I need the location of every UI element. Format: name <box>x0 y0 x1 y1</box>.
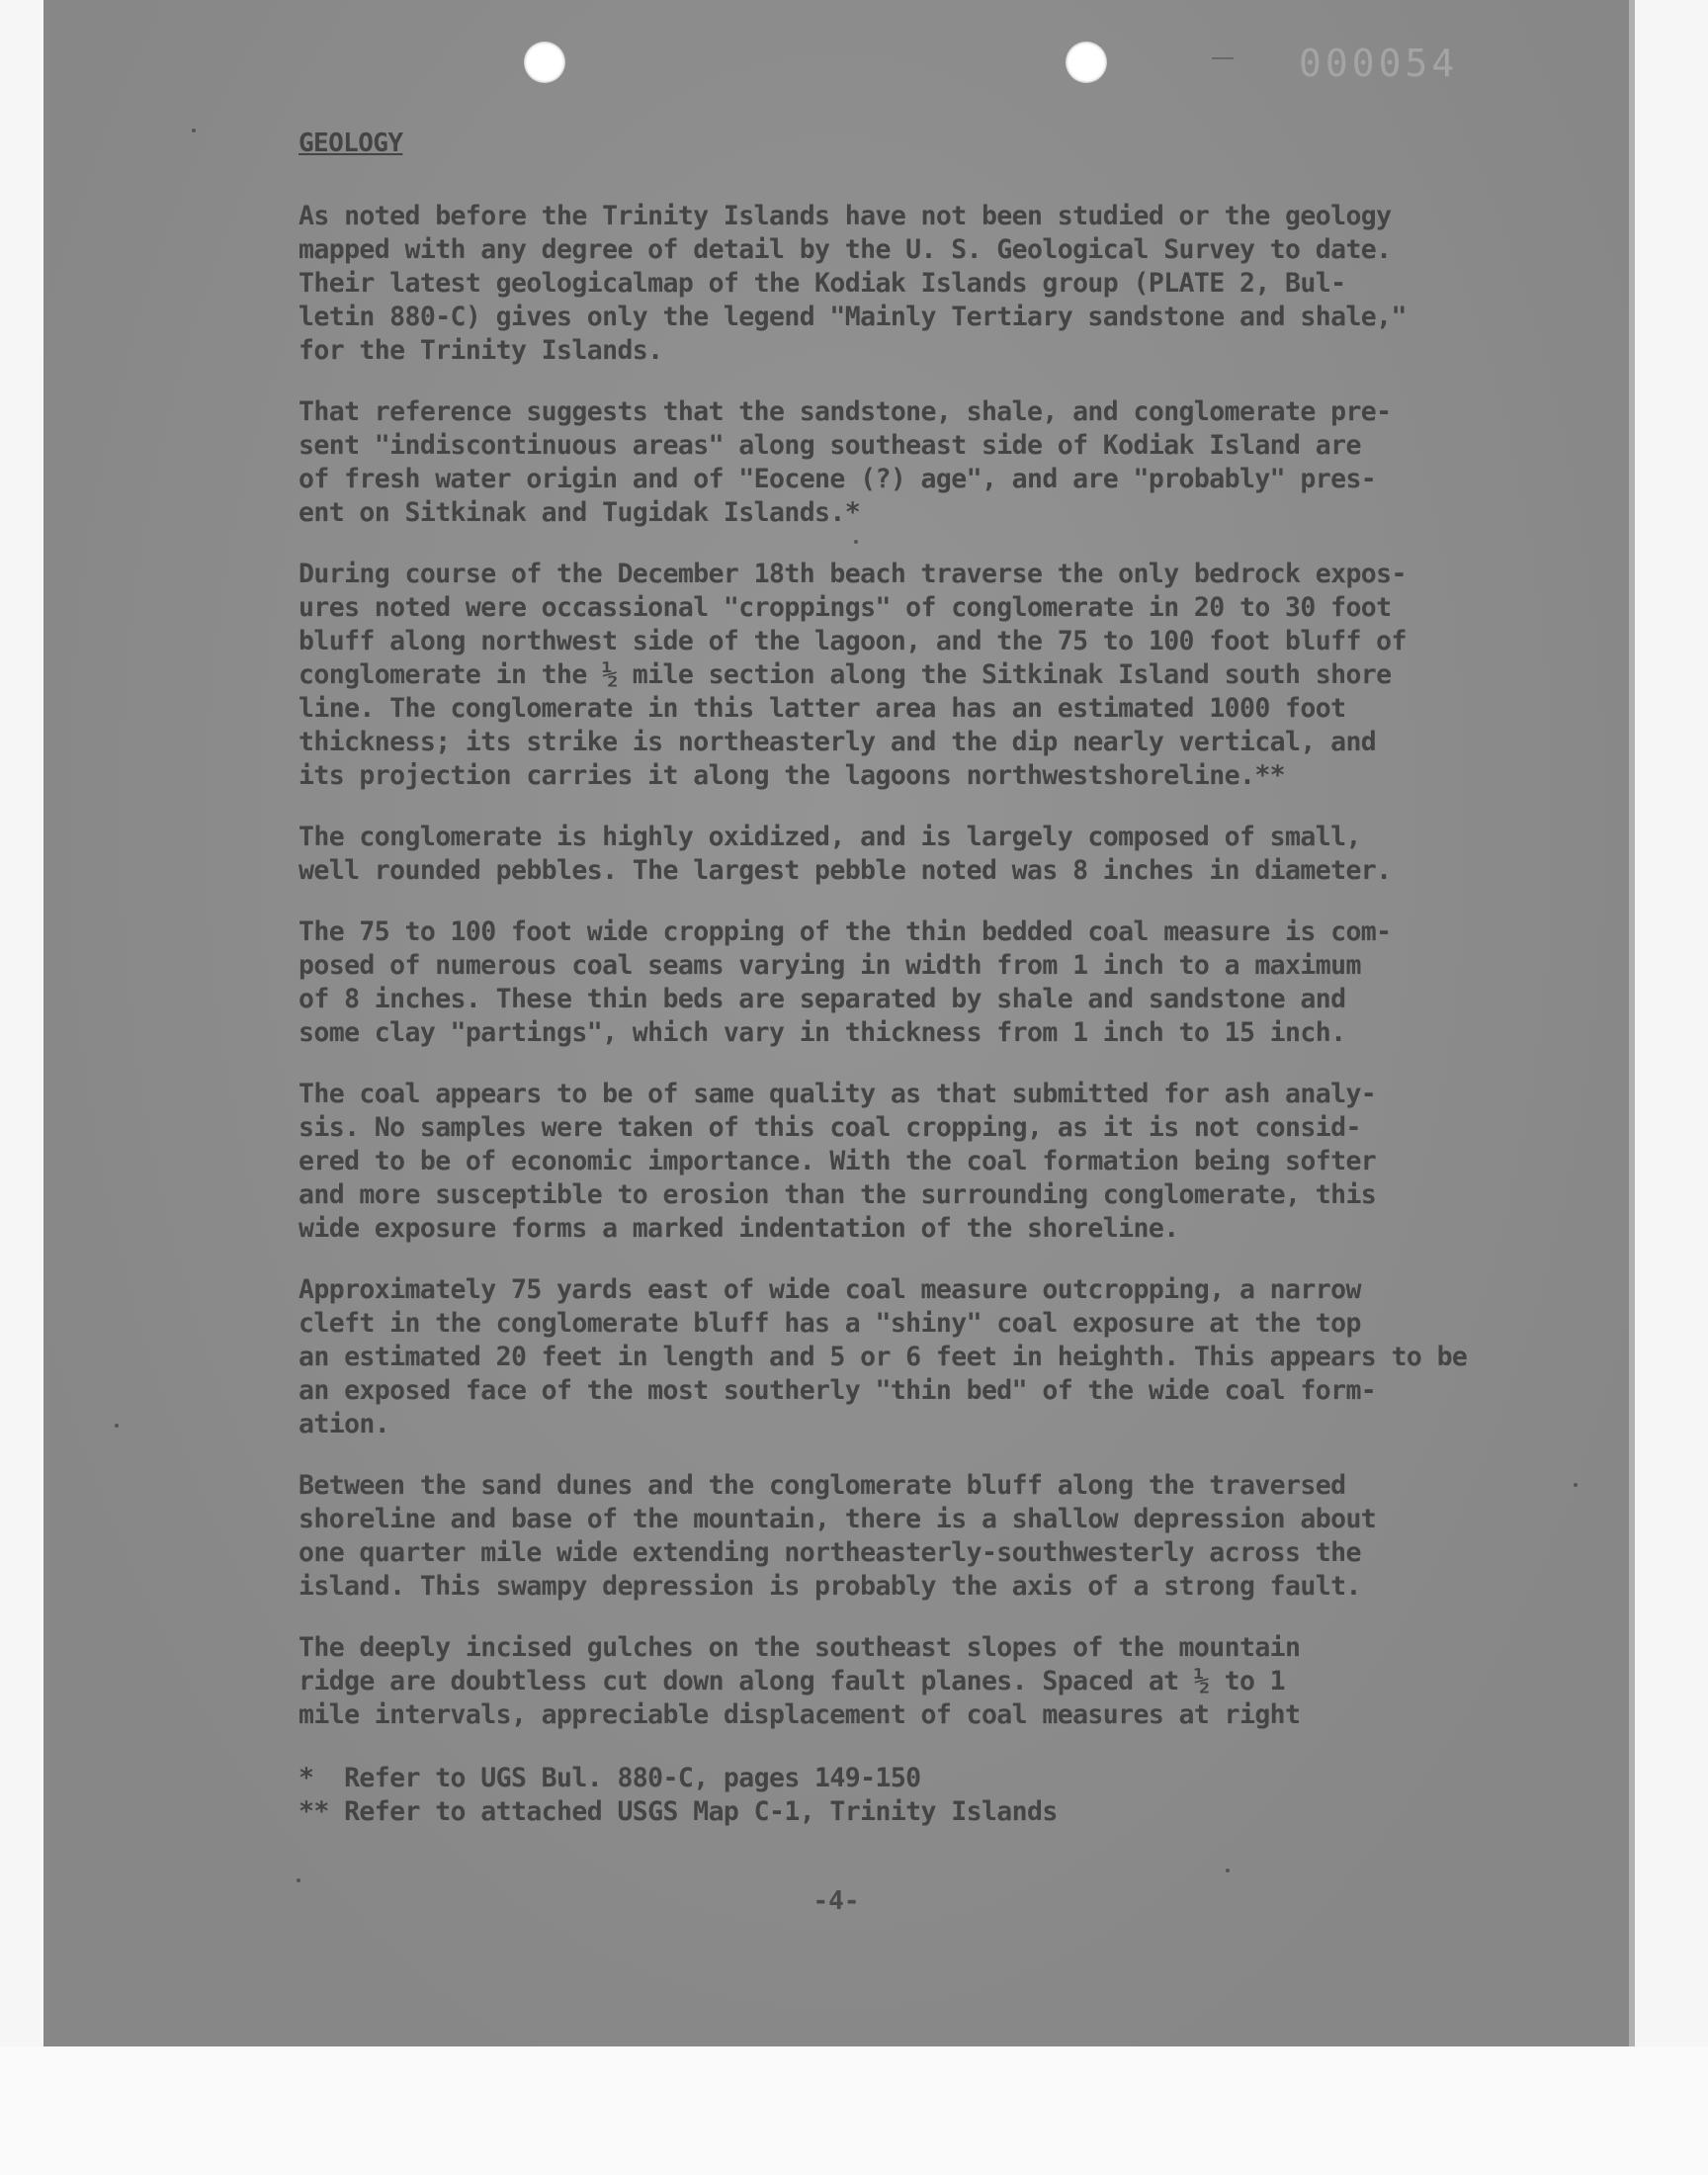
document-page <box>43 0 1629 2046</box>
speck <box>192 129 196 132</box>
footnotes: * Refer to UGS Bul. 880-C, pages 149-150 ** Refer to attached USGS Map C-1, Trinity Islands <box>299 1763 1058 1827</box>
punch-hole-left <box>524 42 565 83</box>
speck <box>1226 1869 1230 1872</box>
paragraph-5: The 75 to 100 foot wide cropping of the thin bedded coal measure is com- posed of numerous coal seams varying in width from 1 inch to a maximum of 8 inches. These thin beds are separated by shale and sandstone and some clay "partings", which vary in thickness from 1 inch to 15 inch. <box>299 916 1392 1048</box>
paragraph-2: That reference suggests that the sandstone, shale, and conglomerate pre- sent "indiscontinuous areas" along southeast side of Kodiak Island are of fresh water origin and of "Eocene (?) age", and are "probably" pres- ent on Sitkinak and Tugidak Islands.* <box>299 396 1392 528</box>
paragraph-4: The conglomerate is highly oxidized, and is largely composed of small, well rounded pebbles. The largest pebble noted was 8 inches in diameter. <box>299 822 1392 886</box>
paragraph-8: Between the sand dunes and the conglomerate bluff along the traversed shoreline and base of the mountain, there is a shallow depression about one quarter mile wide extending northeasterly-southwesterly across the island. This swampy depression is probably the axis of a strong fault. <box>299 1470 1377 1602</box>
paragraph-7: Approximately 75 yards east of wide coal measure outcropping, a narrow cleft in the conglomerate bluff has a "shiny" coal exposure at the top an estimated 20 feet in length and 5 or 6 feet in heighth. This appears to be an exposed face of the most southerly "thin bed" of the wide coal form- ation. <box>299 1274 1468 1439</box>
document-body <box>299 127 1593 1829</box>
section-heading: GEOLOGY <box>299 129 403 158</box>
paragraph-6: The coal appears to be of same quality as that submitted for ash analy- sis. No samples were taken of this coal cropping, as it is not consid- ered to be of economic importance. With the coal formation being softer and more susceptible to erosion than the surrounding conglomerate, this wide exposure forms a marked indentation of the shoreline. <box>299 1079 1377 1244</box>
document-number: 000054 <box>1299 42 1459 85</box>
scan-margin <box>0 2046 1708 2175</box>
punch-hole-right <box>1066 42 1107 83</box>
speck <box>115 1424 119 1428</box>
page-number: -4- <box>812 1886 860 1916</box>
paragraph-1: As noted before the Trinity Islands have not been studied or the geology mapped with any degree of detail by the U. S. Geological Survey to date. Their latest geologicalmap of the Kodiak Islands group (PLATE 2, Bul- letin 880-C) gives only the legend "Mainly Tertiary sandstone and shale," for the Trinity Islands. <box>299 201 1407 366</box>
doc-mark <box>1212 57 1234 59</box>
paragraph-9: The deeply incised gulches on the southeast slopes of the mountain ridge are doubtless cut down along fault planes. Spaced at ½ to 1 mile intervals, appreciable displacement of coal measures at right <box>299 1632 1301 1730</box>
page-edge <box>1629 0 1635 2046</box>
speck <box>297 1878 300 1882</box>
paragraph-3: During course of the December 18th beach traverse the only bedrock expos- ures noted were occassional "croppings" of conglomerate in 20 to 30 foot bluff along northwest side of the lagoon, and the 75 to 100 foot bluff of conglomerate in the ½ mile section along the Sitkinak Island south shore line. The conglomerate in this latter area has an estimated 1000 foot thickness; its strike is northeasterly and the dip nearly vertical, and its projection carries it along the lagoons northwestshoreline.** <box>299 559 1407 791</box>
